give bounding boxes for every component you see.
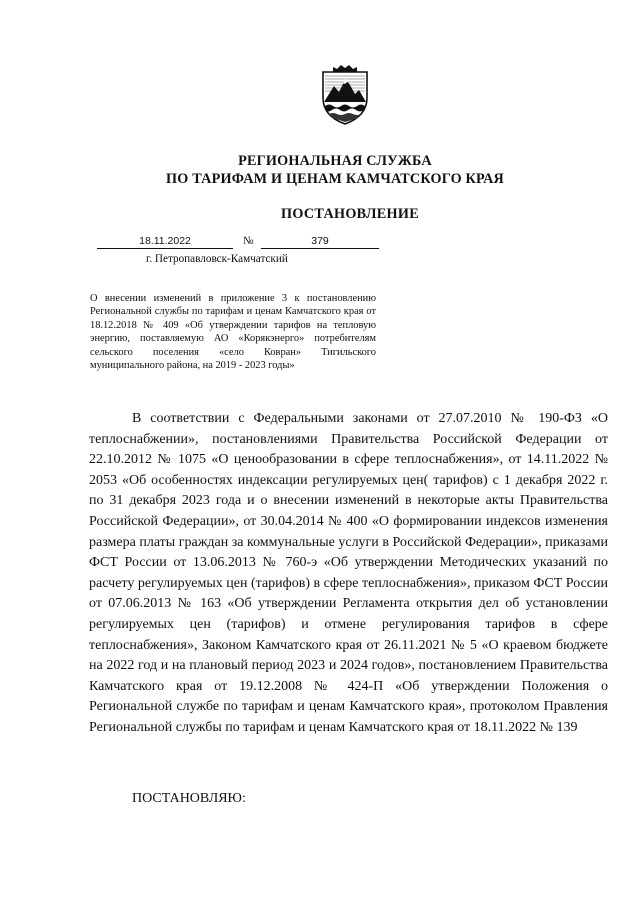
organization-name xyxy=(0,152,640,188)
kamchatka-coat-of-arms-icon xyxy=(319,64,371,126)
registration-line xyxy=(97,234,379,250)
document-body xyxy=(89,409,608,739)
document-type-title: ПОСТАНОВЛЕНИЕ xyxy=(281,206,419,222)
number-sign: № xyxy=(243,235,254,247)
document-number: 379 xyxy=(261,234,379,249)
organization-line-1: РЕГИОНАЛЬНАЯ СЛУЖБА xyxy=(238,153,432,169)
preamble-paragraph: В соответствии с Федеральными законами от 27.07.2010 № 190-ФЗ «О теплоснабжении», постановлениями Правительства Российской Федерации от 22.10.2012 № 1075 «О ценообразовании в сфере теплоснабжения», от 14.11.2022 № 2053 «Об особенностях индексации регулируемых цен( тарифов) с 1 декабря 2022 г. по 31 декабря 2023 года и о внесении изменений в некоторые акты Правительства Российской Федерации», от 30.04.2014 № 400 «О формировании индексов изменения размера платы граждан за коммунальные услуги в Российской Федерации», приказами ФСТ России от 13.06.2013 № 760-э «Об утверждении Методических указаний по расчету регулируемых цен (тарифов) в сфере теплоснабжения», приказом ФСТ России от 07.06.2013 № 163 «Об утверждении Регламента открытия дел об установлении регулируемых цен (тарифов) и отмене регулирования тарифов в сфере теплоснабжения», Законом Камчатского края от 26.11.2021 № 5 «О краевом бюджете на 2022 год и на плановый период 2023 и 2024 годов», постановлением Правительства Камчатского края от 19.12.2008 № 424-П «Об утверждении Положения о Региональной службе по тарифам и ценам Камчатского края», протоколом Правления Региональной службы по тарифам и ценам Камчатского края от 18.11.2022 № 139 xyxy=(89,411,608,735)
organization-line-2: ПО ТАРИФАМ И ЦЕНАМ КАМЧАТСКОГО КРАЯ xyxy=(166,171,504,187)
document-subject: О внесении изменений в приложение 3 к постановлению Региональной службы по тарифам и ценам Камчатского края от 18.12.2018 № 409 «Об утверждении тарифов на тепловую энергию, поставляемую АО «Корякэнерго» потребителям сельского поселения «село Ковран» Тигильского муниципального района, на 2019 - 2023 годы» xyxy=(90,293,376,372)
document-date: 18.11.2022 xyxy=(97,234,233,249)
resolve-heading: ПОСТАНОВЛЯЮ: xyxy=(132,791,246,806)
city-name: г. Петропавловск-Камчатский xyxy=(146,253,288,265)
